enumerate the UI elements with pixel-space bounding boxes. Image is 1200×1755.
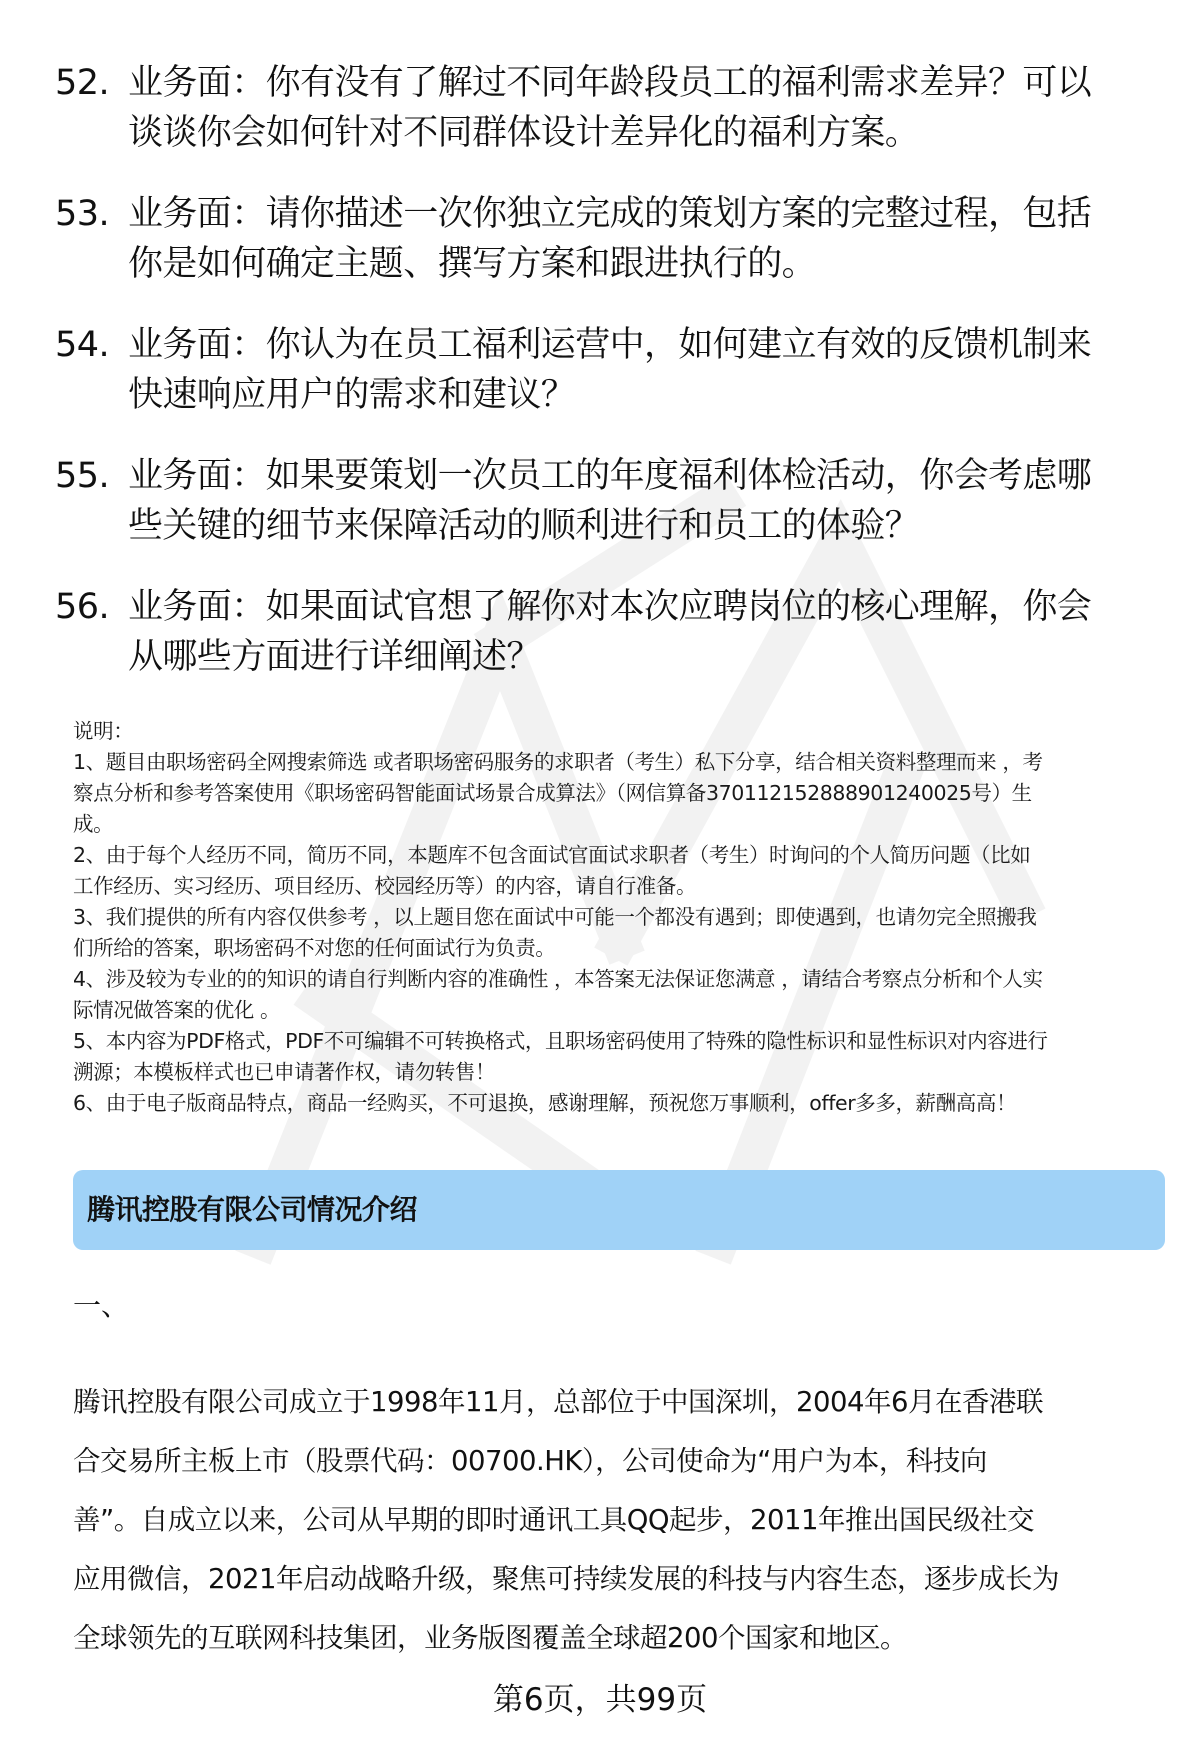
company-intro-paragraph: [73, 1373, 1173, 1668]
question-text: [128, 189, 1188, 289]
question-text: [128, 320, 1188, 420]
question-line: 从哪些方面进行详细阐述？: [128, 637, 541, 677]
question-text: [128, 582, 1188, 682]
note-line: 溯源；本模板样式也已申请著作权，请勿转售！: [73, 1060, 496, 1084]
question-text: [128, 451, 1188, 551]
question-number: 52.: [55, 63, 110, 103]
note-line: 3、我们提供的所有内容仅供参考 ，以上题目您在面试中可能一个都没有遇到；即使遇到，也请勿完全照搬我: [73, 905, 1037, 929]
question-line: 业务面：如果面试官想了解你对本次应聘岗位的核心理解，你会: [128, 587, 1092, 627]
question-line: 业务面：如果要策划一次员工的年度福利体检活动，你会考虑哪: [128, 456, 1092, 496]
disclaimer-notes: [73, 716, 1173, 1119]
question-line: 你是如何确定主题、撰写方案和跟进执行的。: [128, 244, 817, 284]
question-list: [0, 58, 1200, 713]
note-line: 1、题目由职场密码全网搜索筛选 或者职场密码服务的求职者（考生）私下分享，结合相关资料整理而来 ，考: [73, 750, 1043, 774]
paragraph-line: 善”。自成立以来，公司从早期的即时通讯工具QQ起步，2011年推出国民级社交: [73, 1504, 1035, 1536]
page-number: 第6页，共99页: [492, 1682, 708, 1718]
question-number: 56.: [55, 587, 110, 627]
question-item: [0, 189, 1200, 320]
question-line: 业务面：你认为在员工福利运营中，如何建立有效的反馈机制来: [128, 325, 1092, 365]
paragraph-line: 腾讯控股有限公司成立于1998年11月，总部位于中国深圳，2004年6月在香港联: [73, 1386, 1043, 1418]
question-line: 快速响应用户的需求和建议？: [128, 375, 576, 415]
note-line: 6、由于电子版商品特点，商品一经购买，不可退换，感谢理解，预祝您万事顺利，offer多多，薪酬高高！: [73, 1091, 1017, 1115]
question-text: [128, 58, 1188, 158]
question-item: [0, 320, 1200, 451]
section-title: 腾讯控股有限公司情况介绍: [87, 1193, 418, 1226]
note-line: 们所给的答案，职场密码不对您的任何面试行为负责。: [73, 936, 556, 960]
note-line: 察点分析和参考答案使用《职场密码智能面试场景合成算法》（网信算备370112152888901240025号）生: [73, 781, 1032, 805]
note-line: 4、涉及较为专业的的知识的请自行判断内容的准确性 ，本答案无法保证您满意 ，请结合考察点分析和个人实: [73, 967, 1043, 991]
question-item: [0, 582, 1200, 713]
note-line: 5、本内容为PDF格式，PDF不可编辑不可转换格式，且职场密码使用了特殊的隐性标识和显性标识对内容进行: [73, 1029, 1048, 1053]
note-line: 成。: [73, 812, 114, 836]
note-line: 工作经历、实习经历、项目经历、校园经历等）的内容，请自行准备。: [73, 874, 697, 898]
note-line: 2、由于每个人经历不同，简历不同，本题库不包含面试官面试求职者（考生）时询问的个人简历问题（比如: [73, 843, 1031, 867]
question-number: 55.: [55, 456, 110, 496]
paragraph-line: 应用微信，2021年启动战略升级，聚焦可持续发展的科技与内容生态，逐步成长为: [73, 1563, 1059, 1595]
question-line: 谈谈你会如何针对不同群体设计差异化的福利方案。: [128, 113, 920, 153]
note-line: 际情况做答案的优化 。: [73, 998, 281, 1022]
question-item: [0, 58, 1200, 189]
question-number: 53.: [55, 194, 110, 234]
section-banner: [73, 1170, 1165, 1250]
question-line: 业务面：请你描述一次你独立完成的策划方案的完整过程，包括: [128, 194, 1092, 234]
section-subheading: 一、: [73, 1289, 130, 1322]
question-number: 54.: [55, 325, 110, 365]
paragraph-line: 全球领先的互联网科技集团，业务版图覆盖全球超200个国家和地区。: [73, 1622, 907, 1654]
question-line: 些关键的细节来保障活动的顺利进行和员工的体验？: [128, 506, 920, 546]
notes-title: 说明：: [73, 719, 134, 743]
question-item: [0, 451, 1200, 582]
question-line: 业务面：你有没有了解过不同年龄段员工的福利需求差异？可以: [128, 63, 1092, 103]
paragraph-line: 合交易所主板上市（股票代码：00700.HK），公司使命为“用户为本，科技向: [73, 1445, 987, 1477]
